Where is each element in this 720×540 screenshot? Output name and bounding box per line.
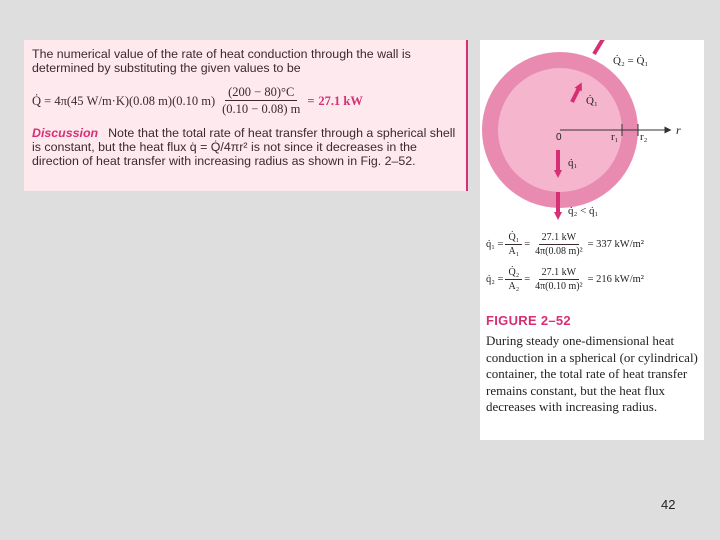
eq1-fraction-a	[505, 232, 522, 257]
eq2-result: = 216 kW/m²	[587, 274, 644, 285]
figure-panel	[480, 40, 704, 440]
flux-relation-label: q̇₂ < q̇₁	[568, 205, 599, 217]
equation-fraction	[219, 85, 303, 116]
eq1-lhs: q̇₁ =	[486, 239, 504, 250]
eq2-fraction-a	[505, 267, 522, 292]
eq1-frac-b-den: 4π(0.08 m)²	[535, 246, 583, 257]
eq1-fraction-b	[532, 232, 586, 257]
eq2-frac-a-num: Q̇₂	[505, 267, 522, 280]
r1-label: r₁	[611, 131, 619, 143]
worked-solution-panel	[24, 40, 468, 191]
outflow-label: Q̇₂ = Q̇₁	[613, 55, 649, 67]
outflow-arrow	[594, 40, 606, 54]
eq1-frac-a-den: A₁	[508, 246, 520, 257]
intro-text: The numerical value of the rate of heat conduction through the wall is determined by substituting the given values to be	[32, 47, 411, 75]
eq1-frac-a-num: Q̇₁	[505, 232, 522, 245]
eq2-frac-a-den: A₂	[508, 281, 520, 292]
spherical-shell-diagram	[480, 40, 704, 230]
discussion-paragraph	[32, 126, 458, 168]
flux-equation-1	[486, 232, 644, 257]
discussion-text: Note that the total rate of heat transfer through a spherical shell is constant, but the heat flux q̇ = Q̇/4πr² is not since it decreases in the direction of heat transfer with increasing radius as shown in Fig. 2–52.	[32, 126, 456, 168]
r-axis-label: r	[676, 123, 681, 137]
eq2-frac-b-num: 27.1 kW	[539, 267, 579, 280]
equation-result: 27.1 kW	[318, 93, 363, 108]
eq1-equals: =	[524, 239, 531, 250]
equation-lhs: Q̇ = 4π(45 W/m·K)(0.08 m)(0.10 m)	[32, 93, 216, 108]
eq2-fraction-b	[532, 267, 586, 292]
equation-denominator: (0.10 − 0.08) m	[222, 102, 301, 116]
eq1-frac-b-num: 27.1 kW	[539, 232, 579, 245]
flux-equation-2	[486, 267, 644, 292]
page-number: 42	[661, 497, 676, 512]
equation-numerator: (200 − 80)°C	[225, 85, 297, 101]
eq2-lhs: q̇₂ =	[486, 274, 504, 285]
origin-label: 0	[556, 132, 562, 143]
r2-label: r₂	[640, 131, 648, 143]
heat-rate-equation	[32, 85, 458, 116]
figure-caption: During steady one-dimensional heat conduction in a spherical (or cylindrical) container, the total rate of heat transfer remains constant, but the heat flux decreases with increasing radius.	[486, 333, 698, 414]
equation-equals: =	[307, 93, 315, 108]
eq1-result: = 337 kW/m²	[587, 239, 644, 250]
figure-title: FIGURE 2–52	[486, 313, 571, 328]
discussion-label: Discussion	[32, 126, 99, 140]
flux-q1-label: q̇₁	[568, 157, 578, 169]
eq2-equals: =	[524, 274, 531, 285]
eq2-frac-b-den: 4π(0.10 m)²	[535, 281, 583, 292]
inflow-label: Q̇₁	[586, 95, 598, 107]
